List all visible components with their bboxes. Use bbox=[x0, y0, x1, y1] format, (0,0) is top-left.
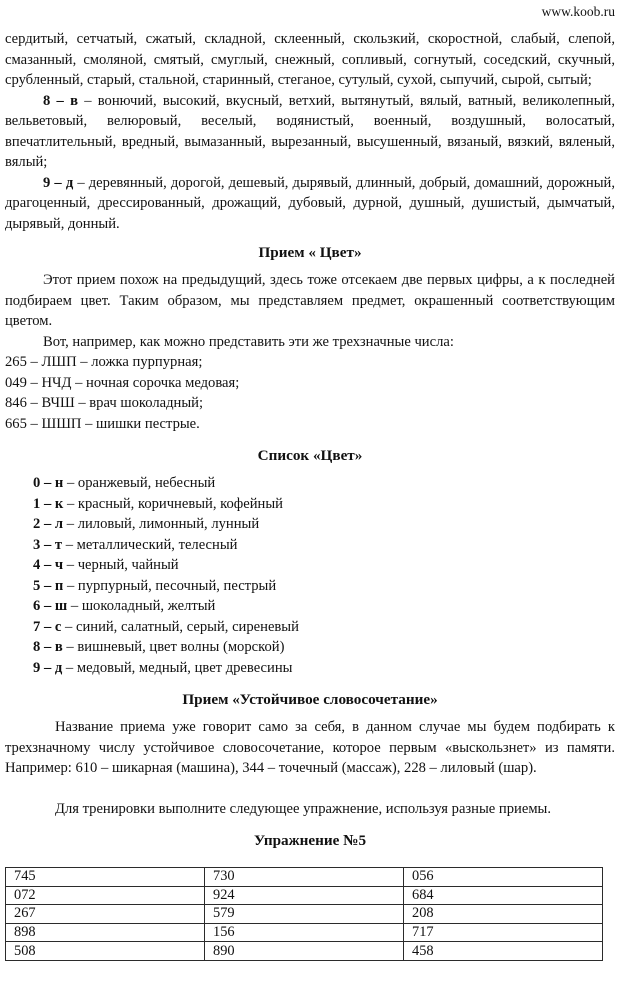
phrase-method-paragraph: Название приема уже говорит само за себя, в данном случае мы будем подбирать к трехзначному числу устойчивое словосочетание, которое первым «выскользнет» из памяти. Например: 610 – шикарная (машина), 344 – точечный (массаж), 228 – лиловый (шар). bbox=[5, 719, 615, 776]
color-list-item-text: – вишневый, цвет волны (морской) bbox=[62, 639, 285, 655]
color-list-item bbox=[33, 494, 615, 515]
digit-letter-lead: 9 – д bbox=[33, 659, 63, 676]
digit-letter-lead: 4 – ч bbox=[33, 557, 64, 573]
site-url: www.koob.ru bbox=[541, 4, 615, 19]
color-list-item bbox=[33, 576, 615, 597]
training-note-paragraph: Для тренировки выполните следующее упражнение, используя разные приемы. bbox=[55, 800, 552, 817]
adjectives-v-paragraph bbox=[5, 91, 615, 173]
digit-letter-lead: 5 – п bbox=[33, 577, 64, 594]
digit-letter-lead: 7 – с bbox=[33, 618, 62, 635]
table-cell: 717 bbox=[404, 923, 603, 942]
color-method-paragraph-1: Этот прием похож на предыдущий, здесь тоже отсекаем две первых цифры, а к последней подбираем цвет. Таким образом, мы представляем предмет, окрашенный соответствующим цветом. bbox=[5, 272, 615, 329]
table-cell: 684 bbox=[404, 886, 603, 905]
blank-line bbox=[5, 779, 615, 799]
table-cell: 730 bbox=[205, 868, 404, 887]
table-cell: 267 bbox=[6, 905, 205, 924]
table-cell: 898 bbox=[6, 923, 205, 942]
table-cell: 156 bbox=[205, 923, 404, 942]
table-cell: 745 bbox=[6, 868, 205, 887]
color-list-item-text: – красный, коричневый, кофейный bbox=[63, 495, 283, 512]
color-example-line: 265 – ЛШП – ложка пурпурная; bbox=[5, 354, 203, 370]
color-list-item-text: – пурпурный, песочный, пестрый bbox=[63, 577, 277, 594]
table-row bbox=[6, 905, 603, 924]
color-list-item-text: – металлический, телесный bbox=[62, 536, 238, 553]
color-list-item-text: – медовый, медный, цвет древесины bbox=[62, 659, 293, 676]
color-list-item bbox=[33, 473, 615, 494]
color-example-line: 846 – ВЧШ – врач шоколадный; bbox=[5, 395, 204, 411]
exercise-heading: Упражнение №5 bbox=[253, 832, 367, 849]
digit-letter-lead: 1 – к bbox=[33, 495, 64, 512]
adjectives-v-text: – вонючий, высокий, вкусный, ветхий, вытянутый, вялый, ватный, великолепный, вельветовый, велюровый, веселый, водянистый, военный, воздушный, волосатый, впечатлительный, вредный, вымазанный, вырезанный, высушенный, вязаный, вязкий, вяленый, вялый; bbox=[5, 92, 615, 170]
digit-letter-lead: 6 – ш bbox=[33, 598, 68, 614]
color-example-line: 049 – НЧД – ночная сорочка медовая; bbox=[5, 374, 240, 391]
table-row bbox=[6, 942, 603, 961]
adjectives-d-text: – деревянный, дорогой, дешевый, дырявый, длинный, добрый, домашний, дорожный, драгоценный, дрессированный, дрожащий, дубовый, дурной, душный, душистый, дымчатый, дырявый, донный. bbox=[5, 174, 615, 232]
table-cell: 890 bbox=[205, 942, 404, 961]
color-list bbox=[33, 473, 615, 678]
table-cell: 924 bbox=[205, 886, 404, 905]
phrase-method-heading: Прием «Устойчивое словосочетание» bbox=[182, 691, 438, 708]
table-cell: 458 bbox=[404, 942, 603, 961]
color-list-item-text: – оранжевый, небесный bbox=[63, 475, 216, 491]
digit-letter-lead: 3 – т bbox=[33, 536, 63, 553]
adjectives-s-paragraph: сердитый, сетчатый, сжатый, складной, склеенный, скользкий, скоростной, слабый, слепой, смазанный, смоляной, смятый, смуглый, снежный, сопливый, согнутый, соседский, скучный, срубленный, старый, стальной, старинный, стеганое, сутулый, сухой, сыпучий, сырой, сытый; bbox=[5, 31, 615, 88]
table-cell: 208 bbox=[404, 905, 603, 924]
color-examples-list bbox=[5, 352, 615, 434]
color-method-paragraph-2: Вот, например, как можно представить эти же трехзначные числа: bbox=[43, 333, 454, 350]
digit-letter-lead: 8 – в bbox=[33, 639, 63, 655]
digit-letter-lead: 9 – д bbox=[43, 174, 74, 191]
color-list-item bbox=[33, 514, 615, 535]
color-list-item bbox=[33, 535, 615, 556]
digit-letter-lead: 2 – л bbox=[33, 516, 64, 532]
digit-letter-lead: 8 – в bbox=[43, 92, 78, 109]
table-cell: 508 bbox=[6, 942, 205, 961]
table-row bbox=[6, 868, 603, 887]
adjectives-d-paragraph bbox=[5, 173, 615, 235]
table-cell: 056 bbox=[404, 868, 603, 887]
table-row bbox=[6, 886, 603, 905]
color-example-line: 665 – ШШП – шишки пестрые. bbox=[5, 415, 200, 432]
color-list-item bbox=[33, 555, 615, 576]
color-list-item bbox=[33, 658, 615, 679]
color-list-heading: Список «Цвет» bbox=[257, 447, 363, 464]
exercise-table bbox=[5, 867, 603, 961]
table-cell: 579 bbox=[205, 905, 404, 924]
table-row bbox=[6, 923, 603, 942]
color-list-item-text: – синий, салатный, серый, сиреневый bbox=[61, 618, 299, 635]
digit-letter-lead: 0 – н bbox=[33, 475, 64, 491]
color-list-item bbox=[33, 596, 615, 617]
color-list-item-text: – черный, чайный bbox=[63, 557, 179, 573]
table-cell: 072 bbox=[6, 886, 205, 905]
color-list-item bbox=[33, 637, 615, 658]
color-list-item bbox=[33, 617, 615, 638]
color-method-heading: Прием « Цвет» bbox=[258, 244, 362, 261]
color-list-item-text: – лиловый, лимонный, лунный bbox=[63, 516, 260, 532]
color-list-item-text: – шоколадный, желтый bbox=[67, 598, 216, 614]
